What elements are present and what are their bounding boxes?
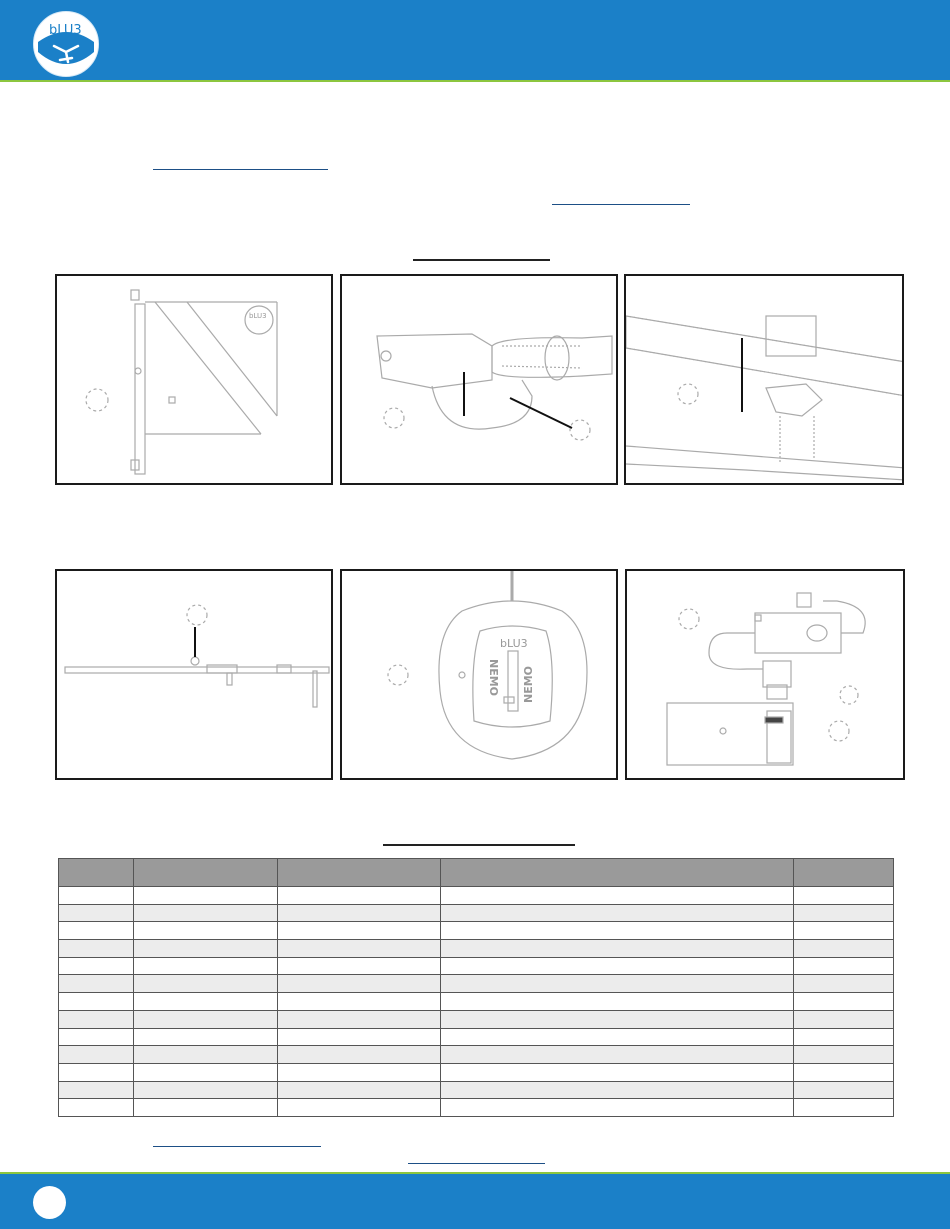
table-row	[59, 975, 894, 993]
table-cell	[278, 940, 441, 958]
logo-text: bLU3	[49, 23, 82, 38]
figure-tow-bar	[55, 569, 333, 780]
table-cell	[278, 904, 441, 922]
table-cell	[134, 975, 278, 993]
link-underline[interactable]	[408, 1163, 545, 1164]
figure-hose-clamp	[340, 274, 618, 485]
table-cell	[441, 922, 794, 940]
table-cell	[278, 1010, 441, 1028]
table-cell	[134, 1028, 278, 1046]
table-heading-underline	[383, 844, 575, 846]
table-cell	[441, 940, 794, 958]
table-cell	[134, 1081, 278, 1099]
figure-logo-label: bLU3	[500, 637, 528, 650]
table-cell	[441, 957, 794, 975]
table-cell	[794, 904, 894, 922]
section-heading-underline	[413, 259, 550, 261]
table-cell	[134, 940, 278, 958]
table-cell	[441, 1046, 794, 1064]
table-cell	[278, 887, 441, 905]
page-header	[0, 0, 950, 82]
table-cell	[59, 904, 134, 922]
table-cell	[134, 1099, 278, 1117]
table-cell	[59, 1063, 134, 1081]
table-cell	[278, 1046, 441, 1064]
table-cell	[59, 922, 134, 940]
table-cell	[441, 887, 794, 905]
table-cell	[794, 1046, 894, 1064]
table-row	[59, 1046, 894, 1064]
table-cell	[278, 1081, 441, 1099]
table-cell	[278, 922, 441, 940]
table-cell	[794, 975, 894, 993]
blu3-logo	[33, 11, 99, 77]
parts-table	[58, 858, 894, 1117]
table-header-cell	[278, 859, 441, 887]
table-cell	[278, 1028, 441, 1046]
table-header-cell	[59, 859, 134, 887]
figure-nemo-label: NEMO	[522, 665, 535, 703]
table-row	[59, 887, 894, 905]
table-cell	[441, 1028, 794, 1046]
table-cell	[134, 957, 278, 975]
table-row	[59, 940, 894, 958]
link-underline[interactable]	[153, 169, 328, 170]
table-cell	[441, 1081, 794, 1099]
table-cell	[134, 922, 278, 940]
table-cell	[278, 957, 441, 975]
table-row	[59, 1063, 894, 1081]
figure-hose-mount	[624, 274, 904, 485]
table-cell	[794, 887, 894, 905]
table-cell	[794, 1028, 894, 1046]
table-cell	[134, 887, 278, 905]
figure-nemo-label: NEMO	[487, 659, 500, 697]
table-header-cell	[794, 859, 894, 887]
table-cell	[278, 993, 441, 1011]
table-cell	[441, 904, 794, 922]
table-cell	[794, 922, 894, 940]
figure-float-panel	[55, 274, 333, 485]
table-cell	[441, 1099, 794, 1117]
table-cell	[794, 1099, 894, 1117]
table-cell	[134, 904, 278, 922]
table-row	[59, 993, 894, 1011]
table-cell	[794, 993, 894, 1011]
table-cell	[134, 1046, 278, 1064]
table-row	[59, 922, 894, 940]
table-cell	[794, 1010, 894, 1028]
table-cell	[59, 1028, 134, 1046]
link-underline[interactable]	[153, 1146, 321, 1147]
table-cell	[794, 940, 894, 958]
table-cell	[59, 1099, 134, 1117]
table-cell	[134, 1063, 278, 1081]
table-row	[59, 1099, 894, 1117]
page-footer	[0, 1172, 950, 1229]
table-cell	[59, 1046, 134, 1064]
table-cell	[59, 887, 134, 905]
table-cell	[134, 1010, 278, 1028]
page-number-badge	[33, 1186, 66, 1219]
table-cell	[134, 993, 278, 1011]
table-row	[59, 1081, 894, 1099]
table-cell	[278, 1063, 441, 1081]
table-cell	[794, 1081, 894, 1099]
table-cell	[59, 1010, 134, 1028]
table-row	[59, 1028, 894, 1046]
table-cell	[278, 975, 441, 993]
table-row	[59, 957, 894, 975]
table-cell	[794, 957, 894, 975]
figure-nemo-float	[340, 569, 618, 780]
table-row	[59, 904, 894, 922]
table-cell	[794, 1063, 894, 1081]
table-cell	[441, 1010, 794, 1028]
table-cell	[441, 993, 794, 1011]
table-cell	[441, 1063, 794, 1081]
link-underline[interactable]	[552, 204, 690, 205]
figure-label: bLU3	[249, 312, 267, 320]
table-cell	[59, 1081, 134, 1099]
table-cell	[59, 957, 134, 975]
table-cell	[59, 993, 134, 1011]
table-row	[59, 1010, 894, 1028]
table-header-cell	[441, 859, 794, 887]
table-header-row	[59, 859, 894, 887]
table-cell	[59, 975, 134, 993]
table-header-cell	[134, 859, 278, 887]
figure-power-unit	[625, 569, 905, 780]
table-cell	[278, 1099, 441, 1117]
table-cell	[59, 940, 134, 958]
table-cell	[441, 975, 794, 993]
